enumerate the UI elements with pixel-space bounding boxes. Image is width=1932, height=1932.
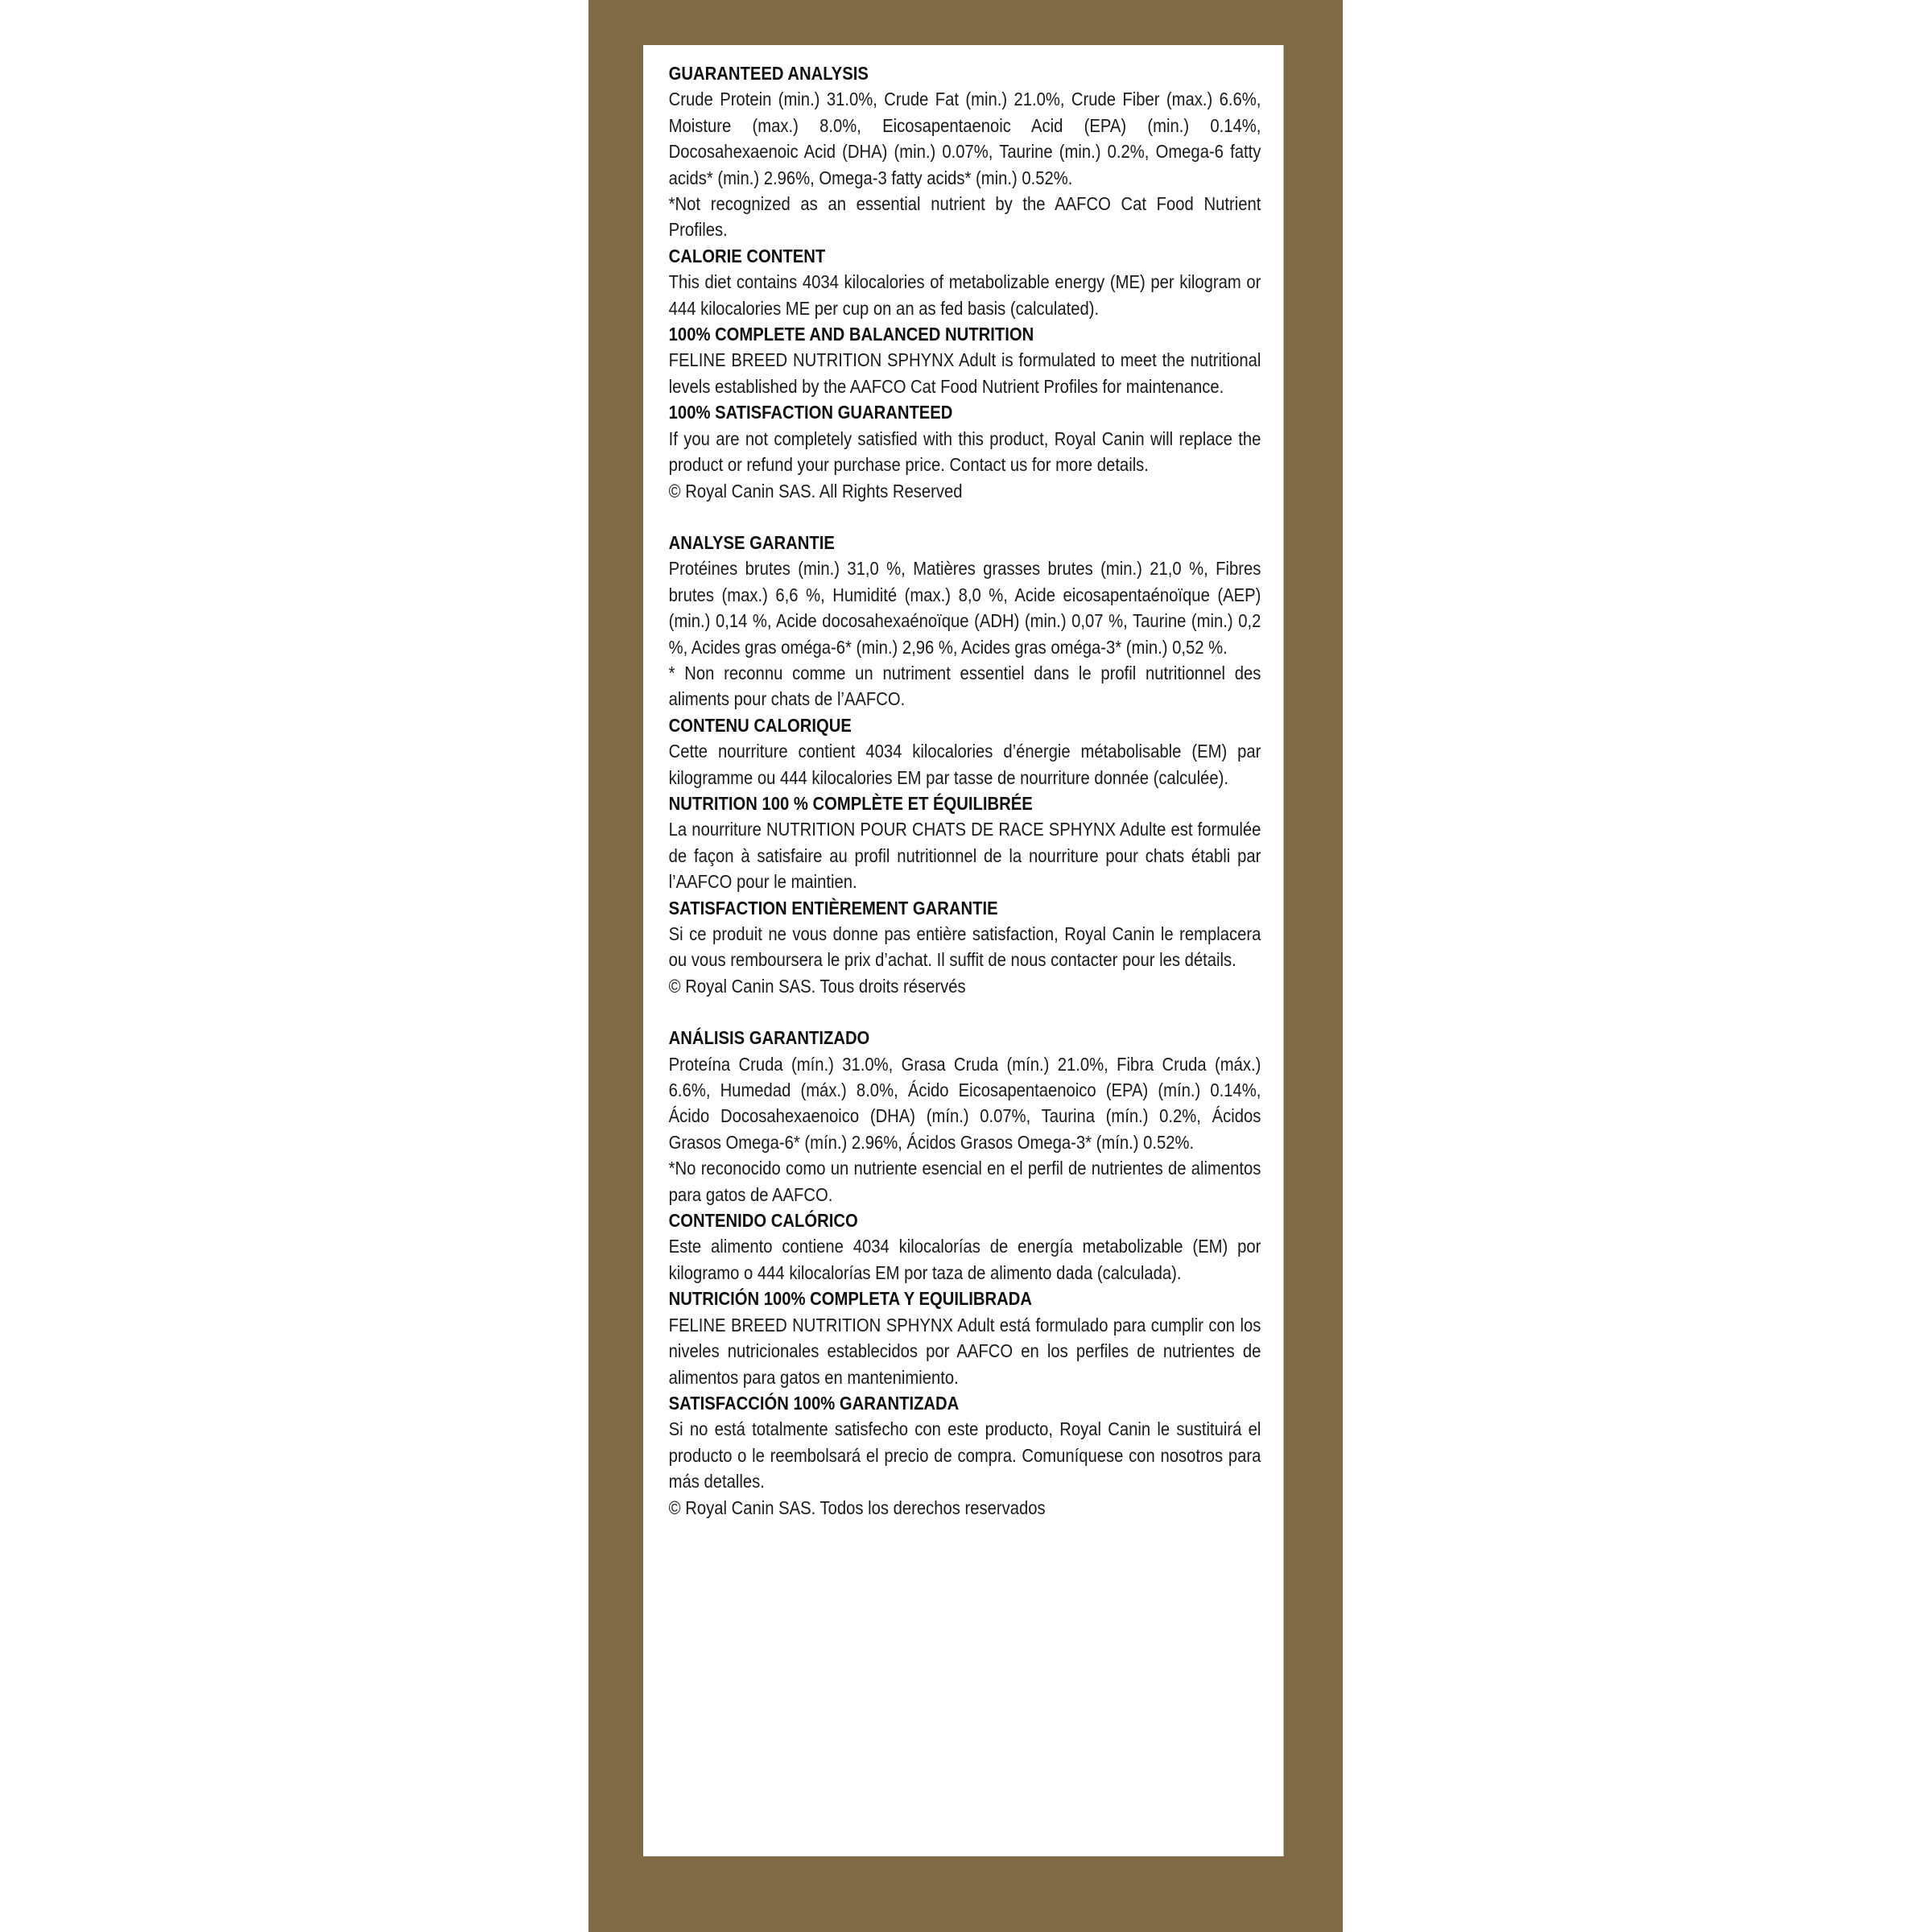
guaranteed-analysis-text: Proteína Cruda (mín.) 31.0%, Grasa Cruda (mín.) 21.0%, Fibra Cruda (máx.) 6.6%, Humedad (máx.) 8.0%, Ácido Eicosapentaenoico (EPA) (mín.) 0.14%, Ácido Docosahexaenoico (DHA) (mín.) 0.07%, Taurina (mín.) 0.2%, Ácidos Grasos Omega-6* (mín.) 2.96%, Ácidos Grasos Omega-3* (mín.) 0.52%.: [668, 1053, 1261, 1153]
copyright-notice: © Royal Canin SAS. All Rights Reserved: [668, 480, 963, 502]
calorie-content-text: Este alimento contiene 4034 kilocalorías de energía metabolizable (EM) por kilogramo o 444 kilocalorías EM por taza de alimento dada (calculada).: [668, 1236, 1261, 1283]
calorie-content-heading: CONTENU CALORIQUE: [668, 714, 852, 736]
nutrition-heading: NUTRITION 100 % COMPLÈTE ET ÉQUILIBRÉE: [668, 792, 1033, 814]
copyright-notice: © Royal Canin SAS. Todos los derechos reservados: [668, 1496, 1046, 1518]
analysis-footnote: *No reconocido como un nutriente esencial en el perfil de nutrientes de alimentos para gatos de AAFCO.: [668, 1158, 1261, 1205]
guaranteed-analysis-heading: ANÁLISIS GARANTIZADO: [668, 1027, 870, 1049]
satisfaction-text: Si ce produit ne vous donne pas entière satisfaction, Royal Canin le remplacera ou vous remboursera le prix d’achat. Il suffit de nous contacter pour les détails.: [668, 923, 1261, 971]
analysis-footnote: *Not recognized as an essential nutrient by the AAFCO Cat Food Nutrient Profiles.: [668, 193, 1261, 241]
nutrition-text: La nourriture NUTRITION POUR CHATS DE RACE SPHYNX Adulte est formulée de façon à satisfaire au profil nutritionnel de la nourriture pour chats établi par l’AAFCO pour le maintien.: [668, 819, 1261, 893]
nutrition-text: FELINE BREED NUTRITION SPHYNX Adult is formulated to meet the nutritional levels established by the AAFCO Cat Food Nutrient Profiles for maintenance.: [668, 349, 1261, 397]
section-spanish: [669, 1025, 1261, 1521]
calorie-content-text: This diet contains 4034 kilocalories of metabolizable energy (ME) per kilogram or 444 kilocalories ME per cup on an as fed basis (calculated).: [668, 271, 1261, 319]
nutrition-text: FELINE BREED NUTRITION SPHYNX Adult está formulado para cumplir con los niveles nutricionales establecidos por AAFCO en los perfiles de nutrientes de alimentos para gatos en mantenimiento.: [668, 1314, 1261, 1388]
section-english: [669, 60, 1261, 504]
satisfaction-text: If you are not completely satisfied with this product, Royal Canin will replace the product or refund your purchase price. Contact us for more details.: [668, 427, 1261, 476]
analysis-footnote: * Non reconnu comme un nutriment essentiel dans le profil nutritionnel des aliments pour chats de l’AAFCO.: [668, 662, 1261, 710]
calorie-content-heading: CALORIE CONTENT: [668, 245, 826, 266]
nutrition-heading: NUTRICIÓN 100% COMPLETA Y EQUILIBRADA: [668, 1288, 1033, 1310]
copyright-notice: © Royal Canin SAS. Tous droits réservés: [668, 975, 966, 997]
guaranteed-analysis-text: Crude Protein (min.) 31.0%, Crude Fat (min.) 21.0%, Crude Fiber (max.) 6.6%, Moisture (max.) 8.0%, Eicosapentaenoic Acid (EPA) (min.) 0.14%, Docosahexaenoic Acid (DHA) (min.) 0.07%, Taurine (min.) 0.2%, Omega-6 fatty acids* (min.) 2.96%, Omega-3 fatty acids* (min.) 0.52%.: [668, 89, 1261, 188]
calorie-content-heading: CONTENIDO CALÓRICO: [668, 1210, 858, 1232]
guaranteed-analysis-heading: GUARANTEED ANALYSIS: [668, 63, 869, 84]
label-card: [643, 45, 1284, 1856]
guaranteed-analysis-heading: ANALYSE GARANTIE: [668, 531, 835, 553]
section-french: [669, 530, 1261, 999]
satisfaction-heading: 100% SATISFACTION GUARANTEED: [668, 402, 953, 423]
satisfaction-text: Si no está totalmente satisfecho con este producto, Royal Canin le sustituirá el producto o le reembolsará el precio de compra. Comuníquese con nosotros para más detalles.: [668, 1418, 1261, 1492]
guaranteed-analysis-text: Protéines brutes (min.) 31,0 %, Matières grasses brutes (min.) 21,0 %, Fibres brutes (max.) 6,6 %, Humidité (max.) 8,0 %, Acide eicosapentaénoïque (AEP) (min.) 0,14 %, Acide docosahexaénoïque (ADH) (min.) 0,07 %, Taurine (min.) 0,2 %, Acides gras oméga-6* (min.) 2,96 %, Acides gras oméga-3* (min.) 0,52 %.: [668, 558, 1261, 658]
satisfaction-heading: SATISFACCIÓN 100% GARANTIZADA: [668, 1392, 960, 1414]
satisfaction-heading: SATISFACTION ENTIÈREMENT GARANTIE: [668, 897, 998, 919]
calorie-content-text: Cette nourriture contient 4034 kilocalories d’énergie métabolisable (EM) par kilogramme ou 444 kilocalories EM par tasse de nourriture donnée (calculée).: [668, 741, 1261, 788]
label-panel: [588, 0, 1343, 1932]
nutrition-heading: 100% COMPLETE AND BALANCED NUTRITION: [668, 324, 1034, 345]
